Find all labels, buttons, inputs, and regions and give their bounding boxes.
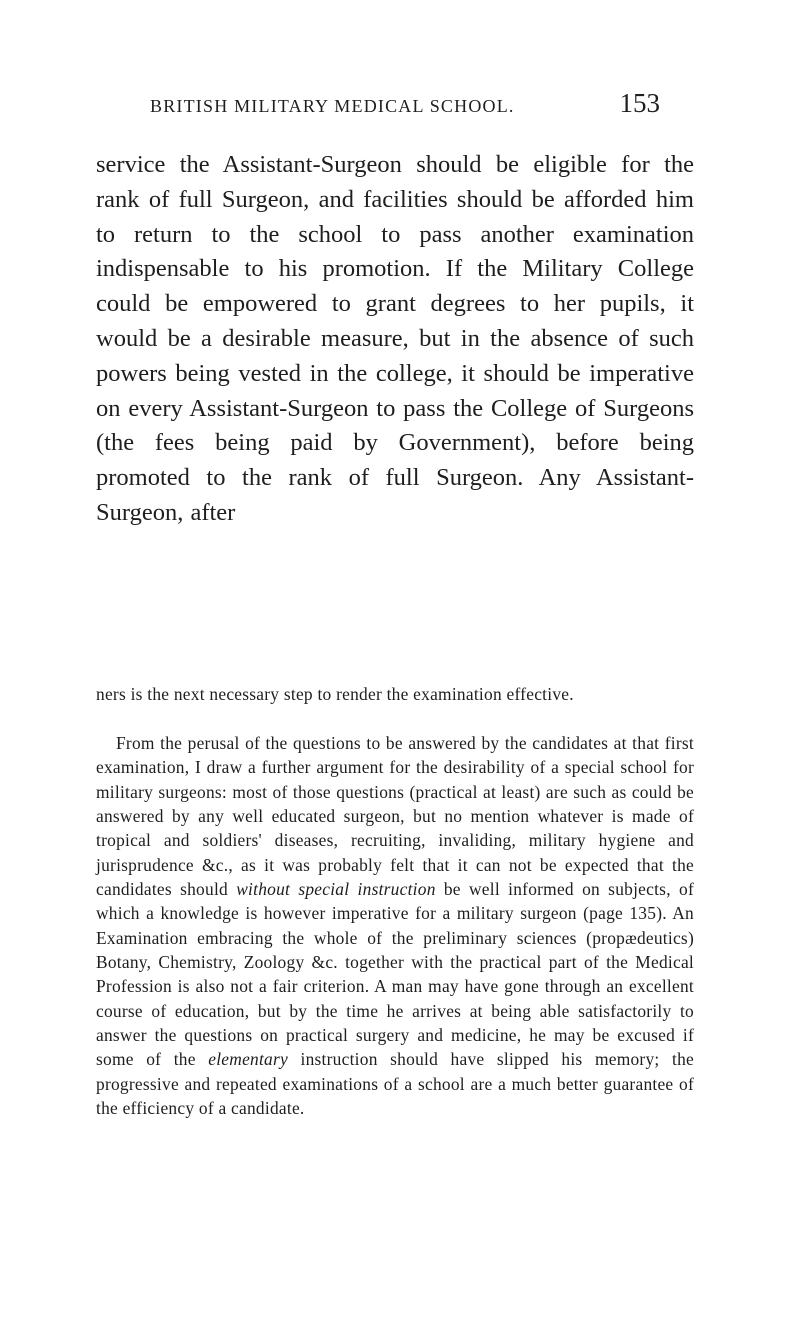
italic-phrase-special-instruction: without special instruction (236, 879, 436, 900)
paragraph-text-part-3: instruction should have slipped his memory; the progressive and repeated examinations of a school are a much better guarantee of the efficiency of a candidate. (96, 1049, 695, 1119)
page-header (150, 88, 660, 119)
italic-word-elementary: elementary (208, 1049, 288, 1070)
footnote-paragraph (96, 731, 694, 1121)
footnote-continued-paragraph: ners is the next necessary step to render the examination effective. (96, 684, 574, 704)
paragraph-text-part-1: From the perusal of the questions to be answered by the candidates at that first examination, I draw a further argument for the desirability of a special school for military surgeons: most of those questions (practical at least) are such as could be answered by any well educated surgeon, but no mention whatever is made of tropical and soldiers' diseases, recruiting, invaliding, military hygiene and jurisprudence &c., as it was probably felt that it can not be expected that the candidates should (96, 733, 694, 900)
running-head: BRITISH MILITARY MEDICAL SCHOOL. (150, 96, 515, 116)
body-paragraph-large: service the Assistant-Surgeon should be eligible for the rank of full Surgeon, and facilities should be afforded him to return to the school to pass another examination indispensable to his promotion. If the Military College could be empowered to grant degrees to her pupils, it would be a desirable measure, but in the absence of such powers being vested in the college, it should be imperative on every Assistant-Surgeon to pass the College of Surgeons (the fees being paid by Government), before being promoted to the rank of full Surgeon. Any Assistant-Surgeon, after (96, 151, 694, 526)
paragraph-text-part-2: be well informed on subjects, of which a knowledge is however imperative for a military surgeon (page 135). An Examination embracing the whole of the preliminary sciences (propædeutics) Botany, Chemistry, Zoology &c. together with the practical part of the Medical Profession is also not a fair criterion. A man may have gone through an excellent course of education, but by the time he arrives at being able satisfactorily to answer the questions on practical surgery and medicine, he may be excused if some of the (96, 879, 694, 1070)
page-number: 153 (619, 88, 660, 118)
